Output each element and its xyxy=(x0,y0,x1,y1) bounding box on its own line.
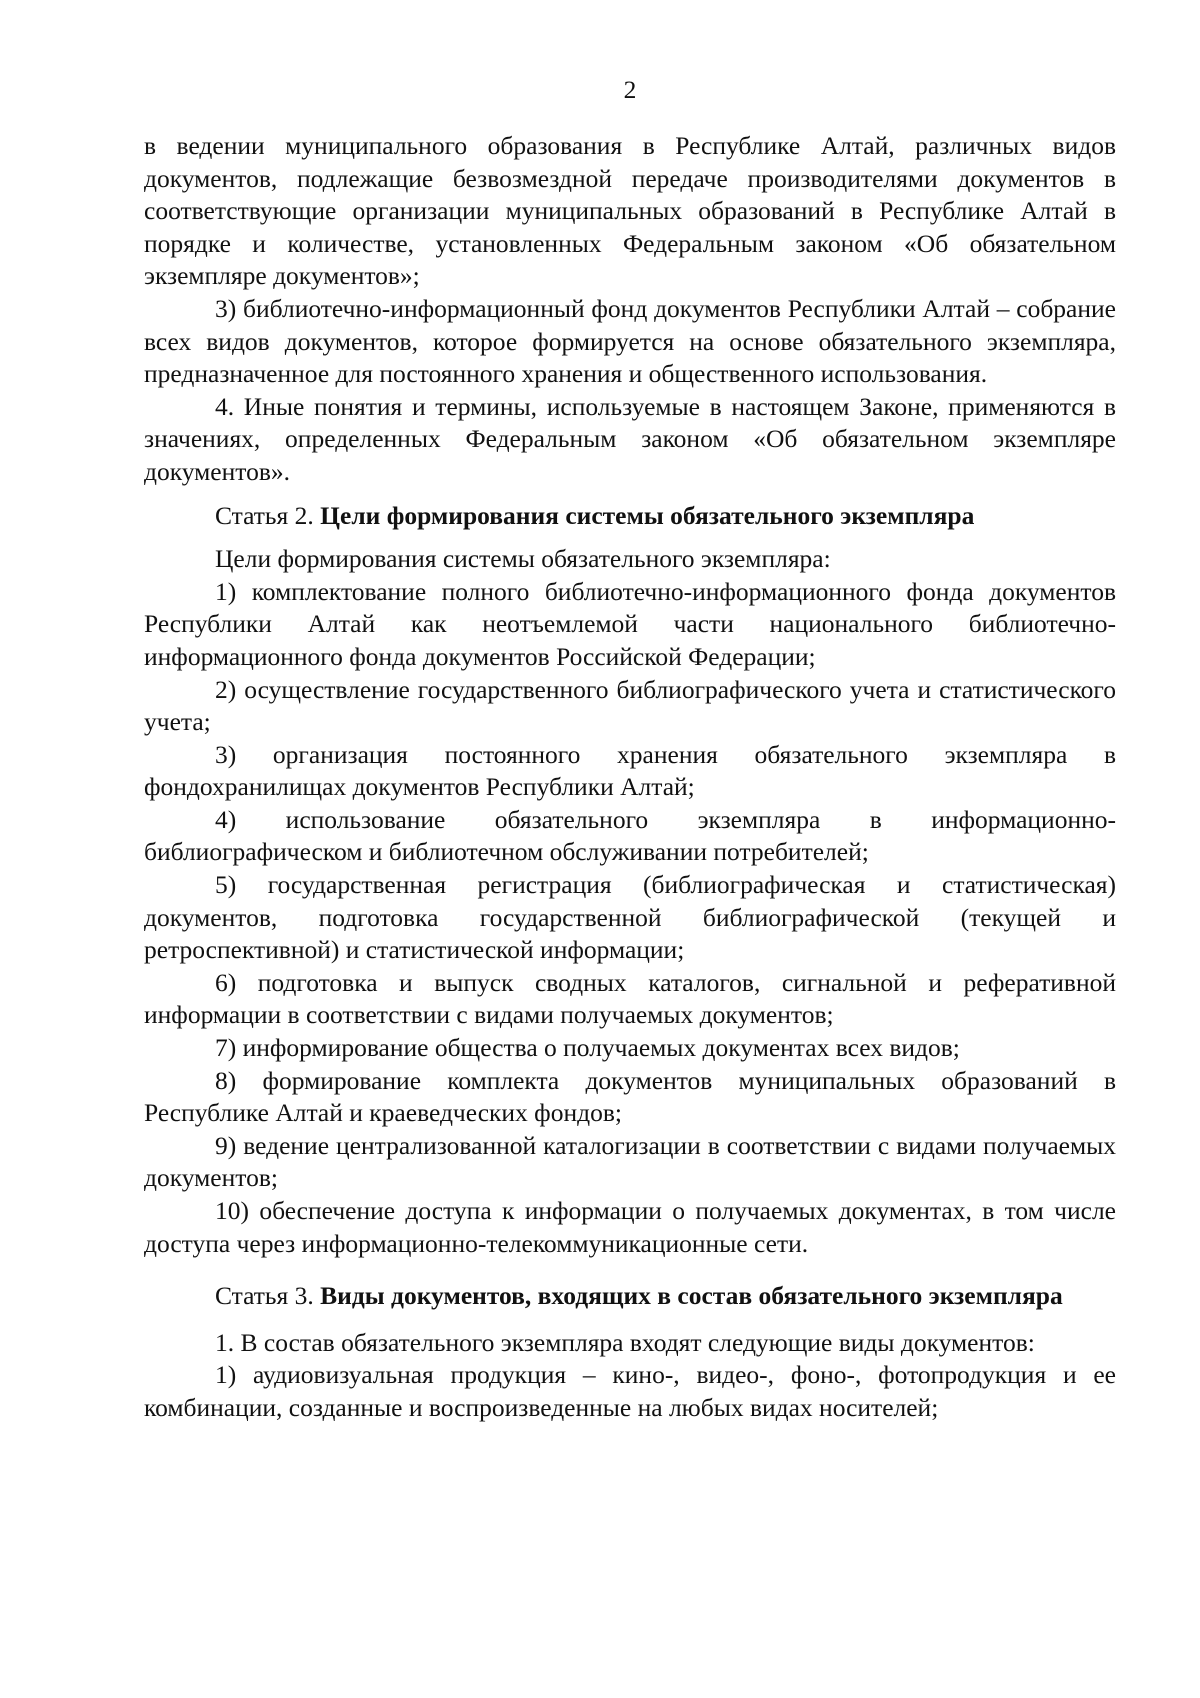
article-2-item: 10) обеспечение доступа к информации о получаемых документах, в том числе доступа через информационно-телекоммуникационные сети. xyxy=(144,1196,1116,1258)
paragraph-clause-4: 4. Иные понятия и термины, используемые в настоящем Законе, применяются в значениях, определенных Федеральным законом «Об обязательном экземпляре документов». xyxy=(144,391,1116,486)
paragraph-continuation: в ведении муниципального образования в Республике Алтай, различных видов документов, подлежащие безвозмездной передаче производителями документов в соответствующие организации муниципальных образований в Республике Алтай в порядке и количестве, установленных Федеральным законом «Об обязательном экземпляре документов»; xyxy=(144,131,1116,291)
article-2-prefix: Статья 2. xyxy=(215,500,321,530)
article-3-heading xyxy=(144,1280,1116,1313)
article-2-item: 7) информирование общества о получаемых документах всех видов; xyxy=(215,1033,960,1063)
article-2-item: 1) комплектование полного библиотечно-информационного фонда документов Республики Алтай как неотъемлемой части национального библиотечно-информационного фонда документов Российской Федерации; xyxy=(144,576,1116,671)
article-3-item: 1. В состав обязательного экземпляра входят следующие виды документов: xyxy=(215,1327,1035,1357)
article-2-item: 5) государственная регистрация (библиографическая и статистическая) документов, подготовка государственной библиографической (текущей и ретроспективной) и статистической информации; xyxy=(144,870,1116,965)
paragraph-definition-3: 3) библиотечно-информационный фонд документов Республики Алтай – собрание всех видов документов, которое формируется на основе обязательного экземпляра, предназначенное для постоянного хранения и общественного использования. xyxy=(144,293,1116,389)
article-3-title: Виды документов, входящих в состав обязательного экземпляра xyxy=(320,1281,1063,1311)
page-number: 2 xyxy=(623,75,637,104)
article-2-heading xyxy=(144,500,1116,533)
article-2-item: 8) формирование комплекта документов муниципальных образований в Республике Алтай и краеведческих фондов; xyxy=(144,1065,1116,1128)
article-3-item: 1) аудиовизуальная продукция – кино-, видео-, фоно-, фотопродукция и ее комбинации, созданные и воспроизведенные на любых видах носителей; xyxy=(144,1360,1116,1422)
article-2-item: 6) подготовка и выпуск сводных каталогов, сигнальной и реферативной информации в соответствии с видами получаемых документов; xyxy=(144,967,1116,1030)
article-3-prefix: Статья 3. xyxy=(215,1281,321,1311)
article-2-title: Цели формирования системы обязательного экземпляра xyxy=(320,500,975,530)
article-2-item: 9) ведение централизованной каталогизации в соответствии с видами получаемых документов; xyxy=(144,1130,1116,1193)
document-body xyxy=(144,130,1116,1425)
article-2-intro: Цели формирования системы обязательного экземпляра: xyxy=(215,544,831,574)
article-2-item: 4) использование обязательного экземпляра в информационно-библиографическом и библиотечном обслуживании потребителей; xyxy=(144,804,1116,867)
article-2-item: 2) осуществление государственного библиографического учета и статистического учета; xyxy=(144,674,1116,737)
article-2-item: 3) организация постоянного хранения обязательного экземпляра в фондохранилищах документов Республики Алтай; xyxy=(144,739,1116,802)
